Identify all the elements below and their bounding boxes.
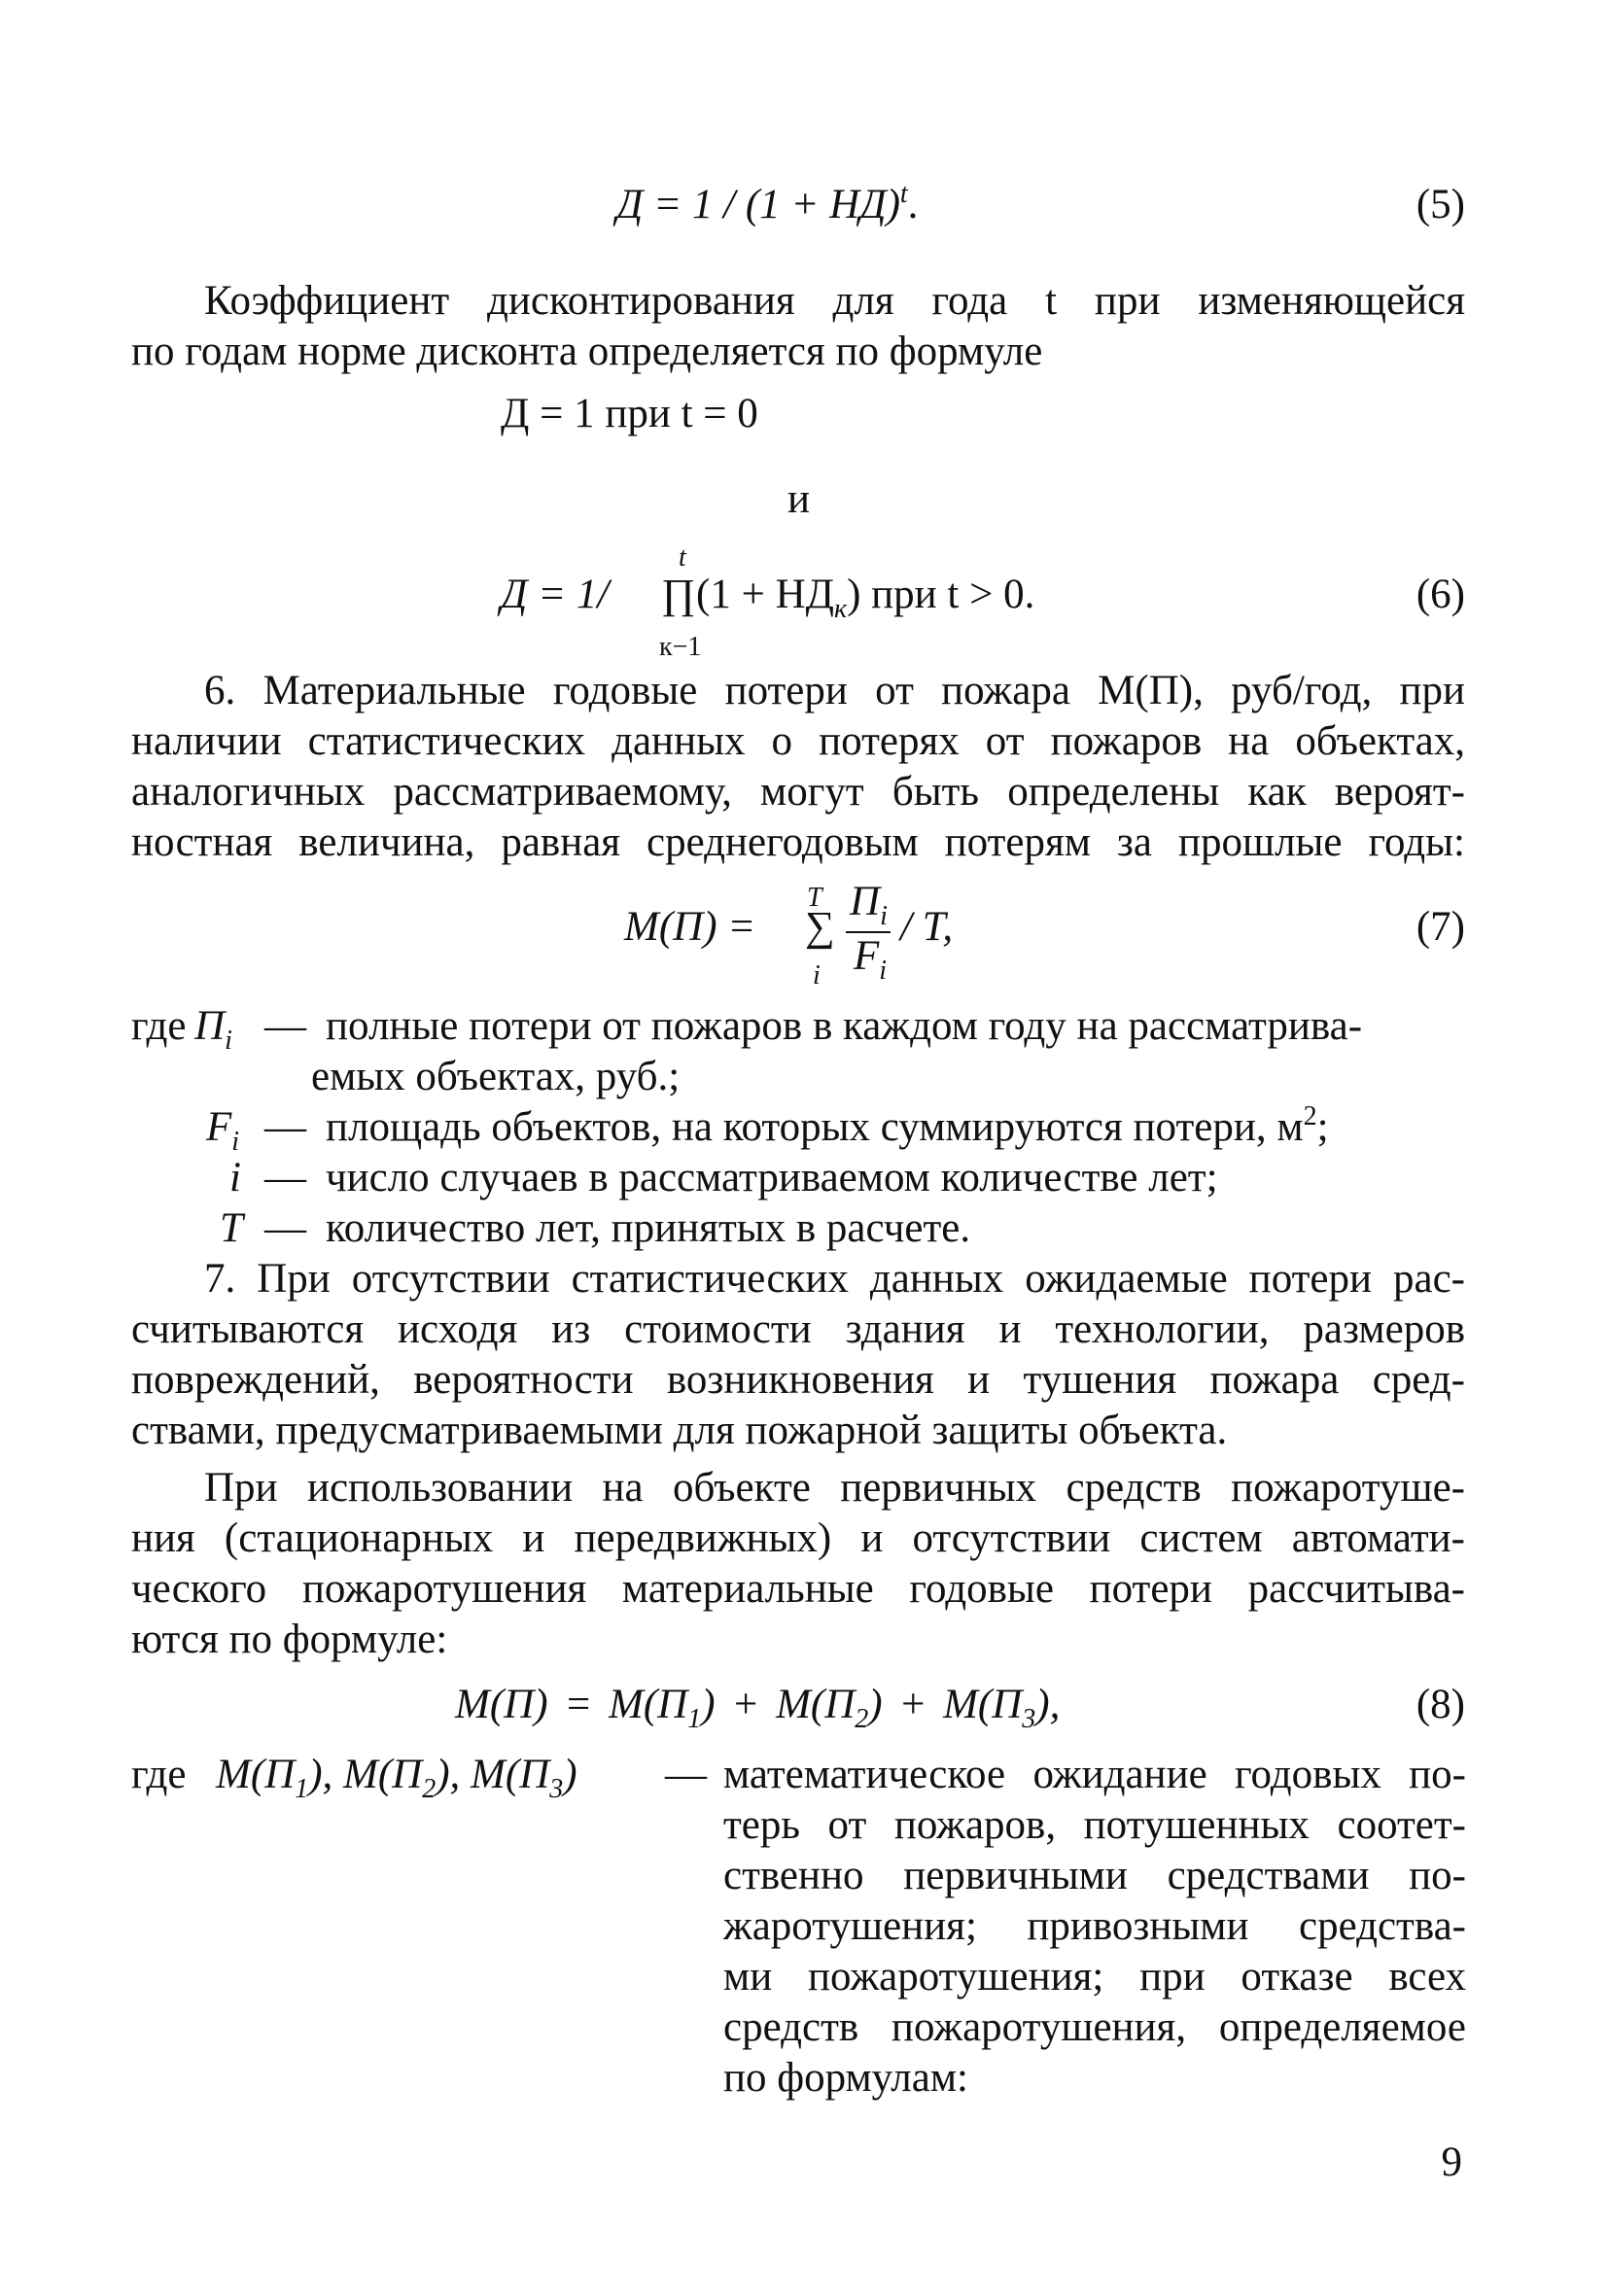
formula-6 bbox=[501, 570, 609, 620]
defs8-line-4: жаротушения; привозными средства- bbox=[723, 1903, 1466, 1949]
paragraph-1-line-1: Коэффициент дисконтирования для года t при изменяющейся bbox=[204, 278, 1465, 324]
formula-7-lhs-text: М(П) = bbox=[624, 904, 756, 950]
defs8-line-6: средств пожаротушения, определяемое bbox=[723, 2004, 1466, 2050]
formula-8-c: ) + М(П bbox=[868, 1682, 1023, 1727]
defs8-t4: ) bbox=[563, 1752, 577, 1797]
formula-6-lower: к−1 bbox=[659, 632, 702, 662]
defs7-text-2-end: ; bbox=[1316, 1104, 1329, 1150]
formula-7-lhs bbox=[624, 902, 755, 953]
defs8-terms bbox=[216, 1750, 577, 1805]
formula-7-upper: T bbox=[807, 883, 822, 913]
formula-7-sum: ∑ bbox=[805, 904, 835, 950]
defs7-term-1 bbox=[194, 1001, 232, 1057]
formula-7-tail bbox=[900, 902, 953, 953]
equation-number-8: (8) bbox=[1416, 1682, 1465, 1727]
formula-8-b: ) + М(П bbox=[701, 1682, 856, 1727]
defs8-t2: ), М(П bbox=[308, 1752, 423, 1797]
formula-7-lower: i bbox=[813, 960, 821, 991]
formula-5 bbox=[616, 180, 918, 235]
defs8-s2: 2 bbox=[422, 1774, 437, 1804]
defs8-s1: 1 bbox=[295, 1774, 309, 1804]
defs7-dash-4: — bbox=[264, 1205, 306, 1251]
formula-8-a: М(П) = М(П bbox=[455, 1682, 688, 1727]
formula-8-s2: 2 bbox=[855, 1704, 869, 1734]
defs7-text-1: полные потери от пожаров в каждом году на рассматрива- bbox=[326, 1003, 1363, 1049]
defs7-term-3 bbox=[229, 1153, 241, 1203]
paragraph-4-line-4: ются по формуле: bbox=[131, 1617, 448, 1662]
formula-6-lhs: Д = 1/ bbox=[501, 572, 610, 617]
formula-7-numerator bbox=[850, 877, 888, 932]
formula-8-s3: 3 bbox=[1022, 1704, 1036, 1734]
defs8-s3: 3 bbox=[549, 1774, 564, 1804]
defs7-text-3: число случаев в рассматриваемом количестве лет; bbox=[326, 1155, 1218, 1200]
formula-5-exponent: t bbox=[899, 179, 908, 209]
defs7-term-2-sub: i bbox=[231, 1127, 240, 1157]
defs7-text-2-main: площадь объектов, на которых суммируются потери, м bbox=[326, 1104, 1304, 1150]
defs7-term-4 bbox=[220, 1203, 243, 1254]
paragraph-2-line-3: аналогичных рассматриваемому, могут быть определены как вероят- bbox=[131, 769, 1465, 815]
conjunction-and: и bbox=[787, 476, 811, 522]
paragraph-3-line-3: повреждений, вероятности возникновения и тушения пожара сред- bbox=[131, 1357, 1465, 1403]
formula-7-denom-text: F bbox=[854, 933, 880, 979]
formula-7-numer-sub: i bbox=[880, 901, 888, 931]
defs7-term-2-text: F bbox=[206, 1104, 232, 1150]
formula-7-denominator bbox=[854, 931, 887, 987]
formula-8-s1: 1 bbox=[687, 1704, 702, 1734]
defs7-text-2 bbox=[326, 1102, 1329, 1158]
defs7-term-2 bbox=[206, 1102, 239, 1158]
defs8-line-2: терь от пожаров, потушенных соотет- bbox=[723, 1802, 1466, 1848]
defs7-text-4: количество лет, принятых в расчете. bbox=[326, 1205, 971, 1251]
defs8-line-3: ственно первичными средствами по- bbox=[723, 1853, 1466, 1898]
paragraph-1-line-2: по годам норме дисконта определяется по формуле bbox=[131, 329, 1043, 374]
paragraph-4-line-1: При использовании на объекте первичных средств пожаротуше- bbox=[204, 1465, 1465, 1511]
defs7-prefix: где bbox=[131, 1003, 187, 1049]
defs8-t1: М(П bbox=[216, 1752, 296, 1797]
defs7-term-1-text: П bbox=[194, 1003, 226, 1049]
paragraph-4-line-2: ния (стационарных и передвижных) и отсутствии систем автомати- bbox=[131, 1515, 1465, 1561]
formula-8 bbox=[455, 1680, 1060, 1735]
formula-5-expression: Д = 1 / (1 + НД) bbox=[616, 182, 900, 227]
equation-number-7: (7) bbox=[1416, 904, 1465, 950]
formula-6-upper: t bbox=[679, 542, 686, 573]
formula-8-d: ), bbox=[1035, 1682, 1061, 1727]
defs7-term-3-text: i bbox=[229, 1155, 241, 1200]
defs7-term-1-sub: i bbox=[225, 1026, 232, 1056]
defs7-text-1-cont: емых объектах, руб.; bbox=[311, 1054, 681, 1099]
paragraph-2-line-1: 6. Материальные годовые потери от пожара М(П), руб/год, при bbox=[204, 668, 1465, 713]
formula-6-tail: ) при t > 0. bbox=[847, 572, 1035, 617]
defs8-line-7: по формулам: bbox=[723, 2055, 968, 2101]
paragraph-3-line-1: 7. При отсутствии статистических данных ожидаемые потери рас- bbox=[204, 1256, 1465, 1302]
defs8-line-1: математическое ожидание годовых по- bbox=[723, 1752, 1466, 1797]
formula-7-numer-text: П bbox=[850, 879, 881, 924]
defs8-t3: ), М(П bbox=[436, 1752, 550, 1797]
defs7-dash-1: — bbox=[264, 1003, 306, 1049]
defs8-dash: — bbox=[665, 1752, 707, 1797]
defs7-dash-3: — bbox=[264, 1155, 306, 1200]
defs7-text-2-sup: 2 bbox=[1303, 1101, 1317, 1131]
defs7-dash-2: — bbox=[264, 1104, 306, 1150]
defs8-line-5: ми пожаротушения; при отказе всех bbox=[723, 1954, 1466, 2000]
product-symbol: ∏ bbox=[661, 572, 696, 617]
defs8-prefix: где bbox=[131, 1752, 187, 1797]
equation-number-6: (6) bbox=[1416, 572, 1465, 617]
equation-number-5: (5) bbox=[1416, 182, 1465, 227]
formula-5-tail: . bbox=[907, 182, 919, 227]
paragraph-3-line-4: ствами, предусматриваемыми для пожарной защиты объекта. bbox=[131, 1408, 1228, 1453]
paragraph-3-line-2: считываются исходя из стоимости здания и технологии, размеров bbox=[131, 1306, 1465, 1352]
formula-6-sub: к bbox=[833, 594, 848, 624]
paragraph-4-line-3: ческого пожаротушения материальные годовые потери рассчитыва- bbox=[131, 1566, 1465, 1612]
paragraph-2-line-4: ностная величина, равная среднегодовым потерям за прошлые годы: bbox=[131, 819, 1465, 865]
formula-7-denom-sub: i bbox=[879, 956, 888, 986]
defs7-term-4-text: T bbox=[220, 1205, 243, 1251]
formula-6-body bbox=[696, 570, 1034, 625]
page-number: 9 bbox=[1441, 2139, 1462, 2185]
formula-7-tail-text: / T, bbox=[900, 904, 954, 950]
formula-6a: Д = 1 при t = 0 bbox=[501, 391, 758, 436]
paragraph-2-line-2: наличии статистических данных о потерях от пожаров на объектах, bbox=[131, 718, 1465, 764]
formula-6-bracket: (1 + НД bbox=[696, 572, 834, 617]
